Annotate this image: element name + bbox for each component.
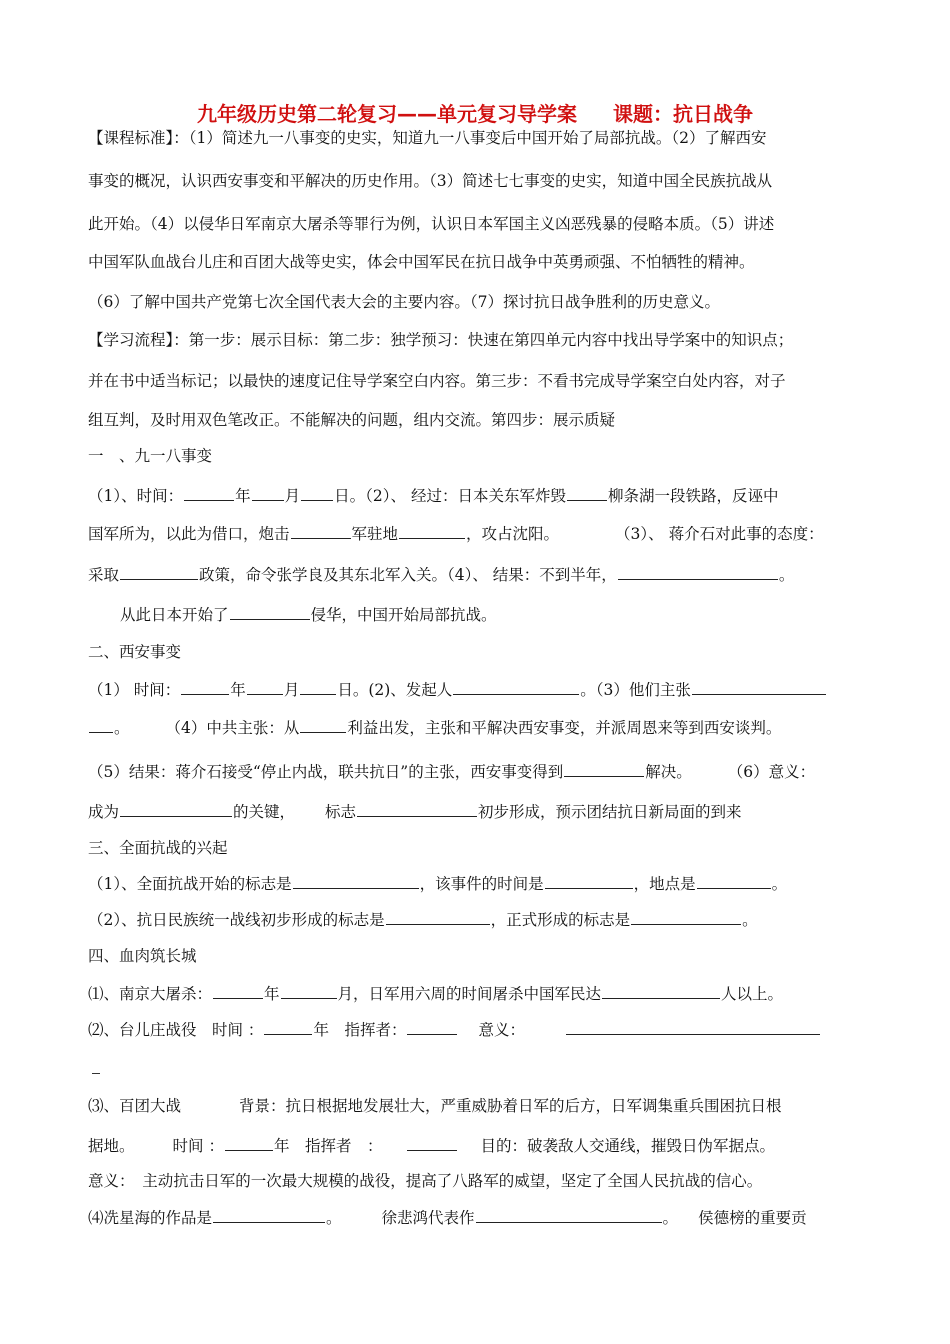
blank[interactable]	[89, 718, 113, 733]
blank[interactable]	[184, 486, 234, 501]
s1-line-a: （1）、时间： 年 月 日。（2）、 经过：日本关东军炸毁 柳条湖一段铁路，反诬中	[88, 487, 779, 505]
s2-line-c: （5）结果：蒋介石接受“停止内战，联共抗日”的主张，西安事变得到 解决。 （6）意义：	[88, 763, 816, 781]
blank[interactable]	[692, 680, 826, 695]
blank[interactable]	[407, 1136, 457, 1151]
s3-line-b: （2）、抗日民族统一战线初步形成的标志是 ，正式形成的标志是 。	[88, 911, 758, 929]
blank[interactable]	[225, 1136, 273, 1151]
blank[interactable]	[386, 910, 490, 925]
blank[interactable]	[291, 524, 351, 539]
process-line-1: 【学习流程】：第一步：展示目标：第二步：独学预习：快速在第四单元内容中找出导学案中的知识点；	[88, 331, 794, 349]
blank[interactable]	[213, 984, 263, 999]
blank[interactable]	[602, 984, 720, 999]
blank[interactable]	[301, 486, 333, 501]
blank[interactable]	[293, 874, 419, 889]
blank-continuation	[92, 1073, 100, 1074]
blank[interactable]	[213, 1208, 325, 1223]
s1-line-c: 采取 政策，命令张学良及其东北军入关。（4）、 结果：不到半年， 。	[88, 566, 795, 584]
blank[interactable]	[300, 680, 336, 695]
s3-line-a: （1）、全面抗战开始的标志是 ，该事件的时间是 ，地点是 。	[88, 875, 788, 893]
s2-line-d: 成为 的关键， 标志 初步形成，预示团结抗日新局面的到来	[88, 803, 742, 821]
title-main: 九年级历史第二轮复习——单元复习导学案	[197, 102, 577, 126]
standard-line-4: 中国军队血战台儿庄和百团大战等史实，体会中国军民在抗日战争中英勇顽强、不怕牺牲的精神。	[88, 253, 755, 271]
blank[interactable]	[300, 718, 346, 733]
s4-line-b: ⑵、台儿庄战役 时间 ： 年 指挥者： 意义：	[88, 1020, 868, 1040]
blank[interactable]	[357, 802, 477, 817]
standard-line-1: 【课程标准】：（1）简述九一八事变的史实，知道九一八事变后中国开始了局部抗战。（2）了解西安	[88, 129, 767, 147]
blank[interactable]	[631, 910, 741, 925]
blank[interactable]	[120, 565, 198, 580]
s1-line-b: 国军所为，以此为借口，炮击 军驻地 ，攻占沈阳。 （3）、 蒋介石对此事的态度：	[88, 525, 824, 543]
blank[interactable]	[697, 874, 771, 889]
blank[interactable]	[181, 680, 229, 695]
blank[interactable]	[567, 486, 607, 501]
blank[interactable]	[618, 565, 778, 580]
s4-line-c: ⑶、百团大战 背景：抗日根据地发展壮大，严重威胁着日军的后方，日军调集重兵围困抗日根	[88, 1097, 782, 1115]
blank[interactable]	[281, 984, 337, 999]
standard-line-3: 此开始。（4）以侵华日军南京大屠杀等罪行为例，认识日本军国主义凶恶残暴的侵略本质。（5）讲述	[88, 215, 775, 233]
process-line-3: 组互判，及时用双色笔改正。不能解决的问题，组内交流。第四步：展示质疑	[88, 411, 616, 429]
section-4-heading: 四、血肉筑长城	[88, 947, 197, 965]
blank[interactable]	[564, 762, 644, 777]
blank[interactable]	[476, 1208, 662, 1223]
s2-line-b: 。 （4）中共主张：从 利益出发，主张和平解决西安事变，并派周恩来等到西安谈判。	[88, 718, 868, 738]
s1-line-d: 从此日本开始了 侵华，中国开始局部抗战。	[120, 606, 497, 624]
standard-line-5: （6）了解中国共产党第七次全国代表大会的主要内容。（7）探讨抗日战争胜利的历史意义。	[88, 293, 720, 311]
s4-line-e: 意义： 主动抗击日军的一次最大规模的战役，提高了八路军的威望，坚定了全国人民抗战的信心。	[88, 1172, 763, 1190]
s4-line-f: ⑷冼星海的作品是 。 徐悲鸿代表作 。 侯德榜的重要贡	[88, 1209, 807, 1227]
blank[interactable]	[399, 524, 465, 539]
page-title	[0, 98, 950, 127]
blank[interactable]	[120, 802, 232, 817]
title-topic: 课题：抗日战争	[613, 102, 753, 126]
blank[interactable]	[264, 1020, 312, 1035]
blank[interactable]	[453, 680, 579, 695]
section-2-heading: 二、西安事变	[88, 643, 182, 661]
blank[interactable]	[230, 605, 310, 620]
s4-line-d: 据地。 时间 ： 年 指挥者 ： 目的：破袭敌人交通线，摧毁日伪军据点。	[88, 1137, 775, 1155]
standard-line-2: 事变的概况，认识西安事变和平解决的历史作用。（3）简述七七事变的史实，知道中国全民族抗战从	[88, 172, 773, 190]
blank[interactable]	[407, 1020, 457, 1035]
s4-line-a: ⑴、南京大屠杀： 年 月，日军用六周的时间屠杀中国军民达 人以上。	[88, 985, 784, 1003]
s2-line-a: （1） 时间： 年 月 日。(2)、发起人 。（3）他们主张	[88, 680, 868, 700]
blank[interactable]	[566, 1020, 820, 1035]
blank[interactable]	[247, 680, 283, 695]
blank[interactable]	[545, 874, 633, 889]
process-line-2: 并在书中适当标记；以最快的速度记住导学案空白内容。第三步：不看书完成导学案空白处内容，对子	[88, 372, 786, 390]
section-1-heading: 一 、九一八事变	[88, 447, 213, 465]
blank[interactable]	[252, 486, 284, 501]
section-3-heading: 三、全面抗战的兴起	[88, 839, 228, 857]
